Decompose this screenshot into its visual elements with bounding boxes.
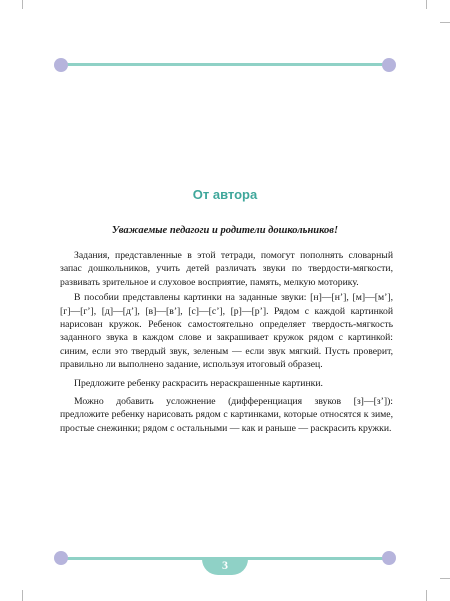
paragraph-4: Можно добавить усложнение (дифференциация звуков [з]—[з’]): предложите ребенку нарисовать рядом с картинками, которые относятся к зиме, простые снежинки; рядом с остальными — как и раньше — раскрасить кружки. [60, 396, 393, 434]
top-rule-left-dot [54, 58, 68, 72]
paragraph-3: Предложите ребенку раскрасить нераскрашенные картинки. [74, 377, 323, 389]
crop-mark-right-bottom [440, 578, 450, 579]
top-rule-right-dot [382, 58, 396, 72]
crop-mark-top-right [426, 0, 427, 9]
top-rule [62, 63, 389, 66]
greeting-line: Уважаемые педагоги и родители дошкольников! [111, 225, 339, 236]
paragraph-1: Задания, представленные в этой тетради, помогут пополнять словарный запас дошкольников, учить детей различать звуки по твердости-мягкости, развивать зрительное и слуховое восприятие, память, мелкую моторику. [60, 250, 393, 288]
crop-mark-bottom-left [22, 590, 23, 601]
paragraph-2: В пособии представлены картинки на заданные звуки: [н]—[н’], [м]—[м’], [г]—[г’], [д]—[д’], [в]—[в’], [с]—[с’], [р]—[р’]. Рядом с каждой картинкой нарисован кружок. Ребенок самостоятельно определяет твердость-мягкость заданного звука в каждом слове и закрашивает кружок рядом с картинкой: синим, если это твердый звук, зеленым — если звук мягкий. Пусть проверит, правильно ли выполнено задание, используя итоговый образец. [60, 292, 393, 371]
body-text [60, 249, 393, 437]
crop-mark-bottom-right [426, 590, 427, 601]
page-number: 3 [222, 558, 228, 572]
page-title: От автора [192, 187, 258, 202]
bottom-rule-right-dot [382, 551, 396, 565]
crop-mark-right-top [440, 22, 450, 23]
bottom-rule-left-dot [54, 551, 68, 565]
crop-mark-top-left [22, 0, 23, 9]
